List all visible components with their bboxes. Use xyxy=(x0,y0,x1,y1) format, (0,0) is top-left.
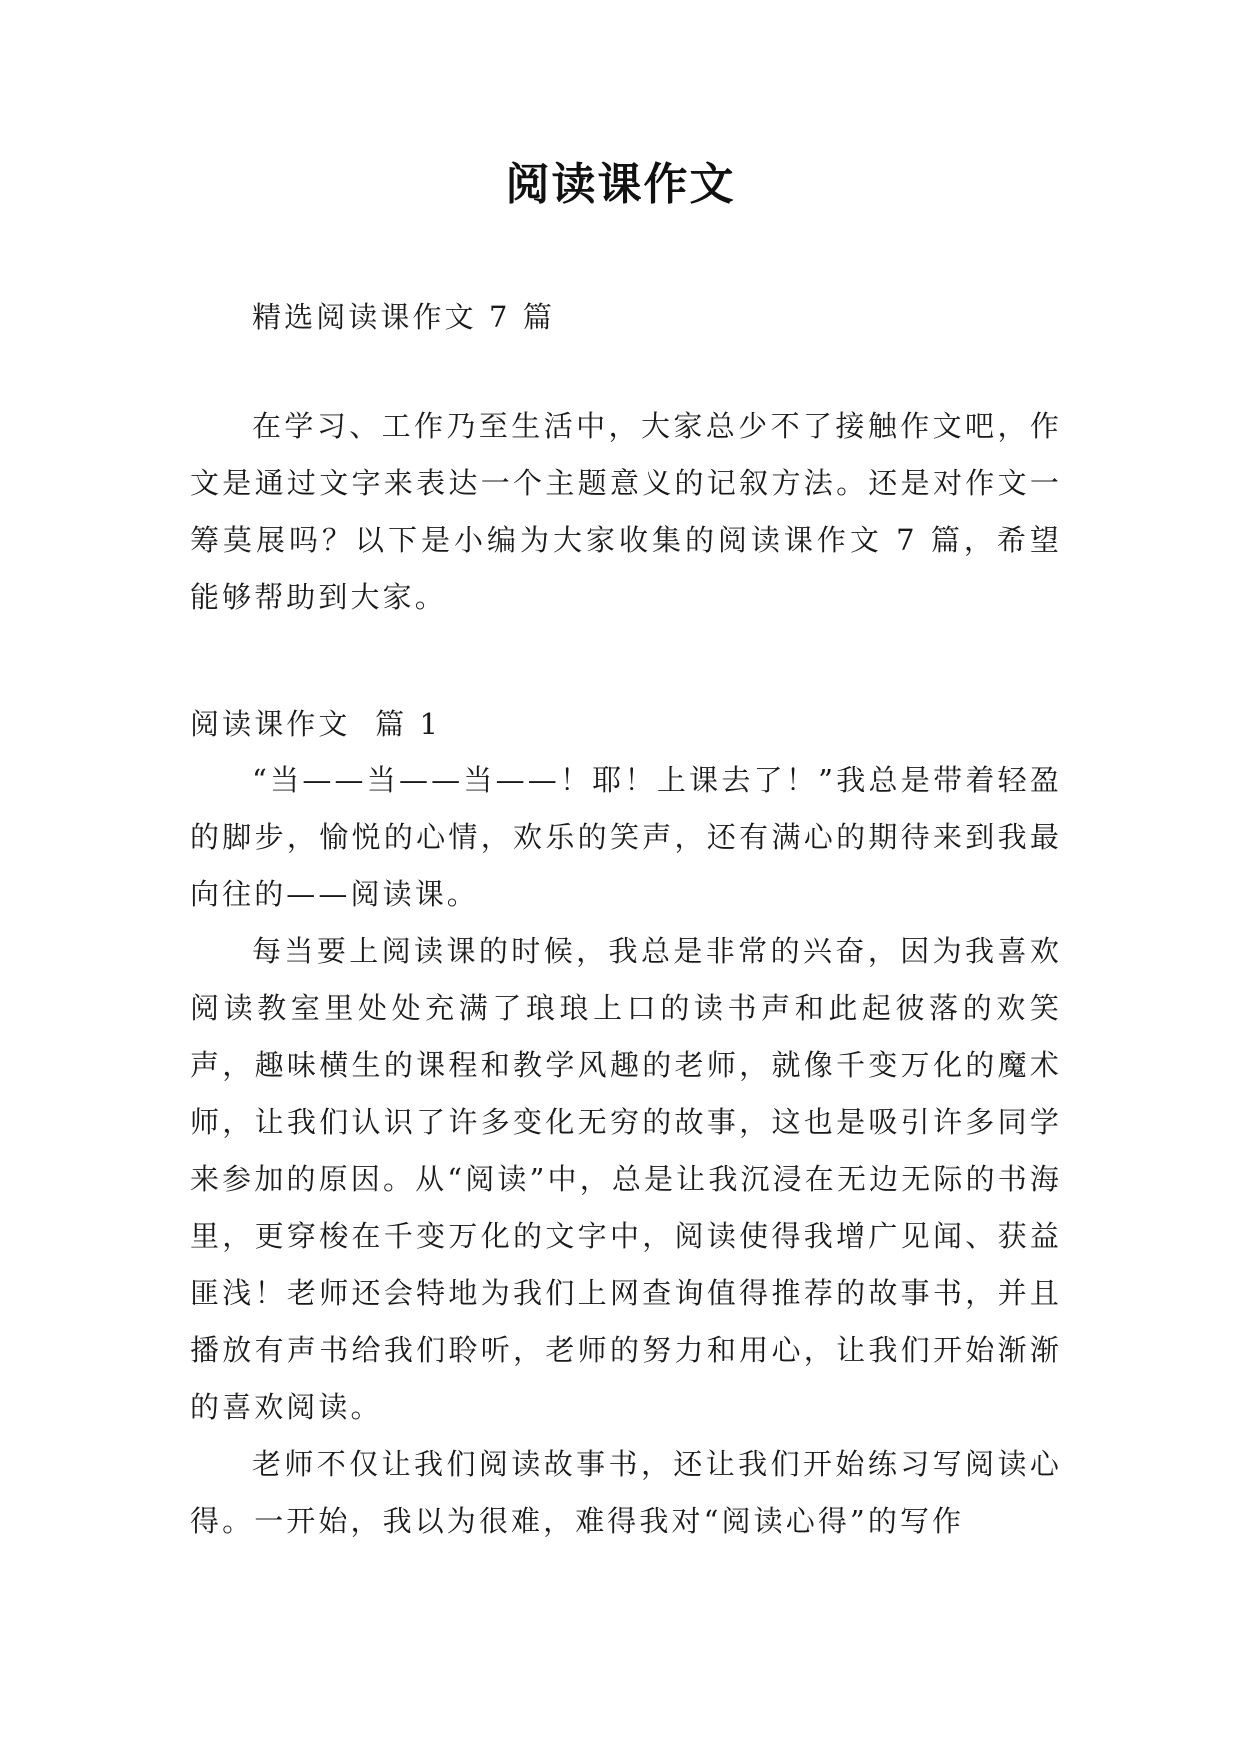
body-text xyxy=(190,752,1062,1550)
section-heading: 阅读课作文 篇 1 xyxy=(190,707,442,741)
document-title: 阅读课作文 xyxy=(505,159,736,210)
paragraph-2: 每当要上阅读课的时候，我总是非常的兴奋，因为我喜欢阅读教室里处处充满了琅琅上口的读书声和此起彼落的欢笑声，趣味横生的课程和教学风趣的老师，就像千变万化的魔术师，让我们认识了许多变化无穷的故事，这也是吸引许多同学来参加的原因。从“阅读”中，总是让我沉浸在无边无际的书海里，更穿梭在千变万化的文字中，阅读使得我增广见闻、获益匪浅！老师还会特地为我们上网查询值得推荐的故事书，并且播放有声书给我们聆听，老师的努力和用心，让我们开始渐渐的喜欢阅读。 xyxy=(190,934,1062,1424)
intro-paragraph: 在学习、工作乃至生活中，大家总少不了接触作文吧，作文是通过文字来表达一个主题意义的记叙方法。还是对作文一筹莫展吗？以下是小编为大家收集的阅读课作文 7 篇，希望能够帮助到大家。 xyxy=(190,409,1062,614)
subtitle: 精选阅读课作文 7 篇 xyxy=(252,300,555,334)
paragraph-1: “当——当——当——！耶！上课去了！”我总是带着轻盈的脚步，愉悦的心情，欢乐的笑声，还有满心的期待来到我最向往的——阅读课。 xyxy=(190,763,1062,911)
paragraph-3: 老师不仅让我们阅读故事书，还让我们开始练习写阅读心得。一开始，我以为很难，难得我对“阅读心得”的写作 xyxy=(190,1447,1062,1538)
